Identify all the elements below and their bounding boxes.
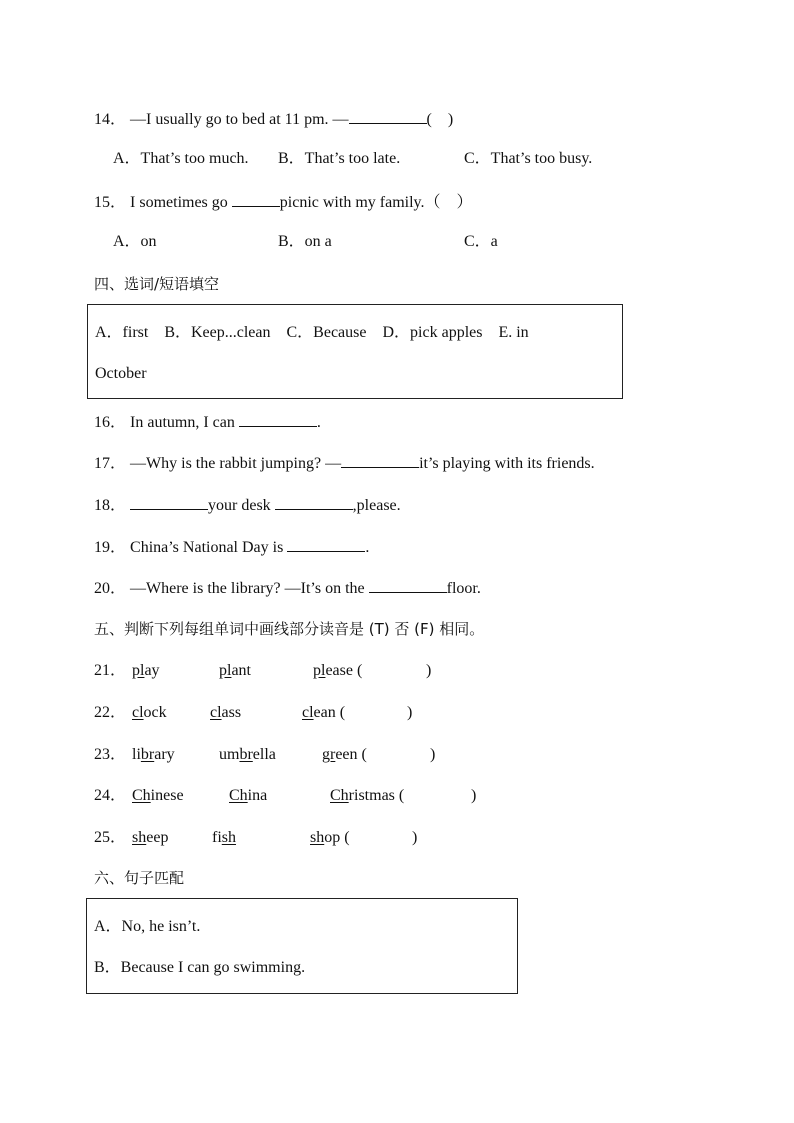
answer-blank[interactable] [349,108,427,124]
underlined-part: br [140,746,155,763]
question-number: 23． [94,746,127,763]
word-rest: eep [146,829,169,846]
word-lead: fi [212,829,222,846]
underlined-part: br [239,746,253,763]
question-number: 22． [94,704,127,721]
word-3 [322,745,367,765]
question-text-rest: it’s playing with its friends. [419,455,595,472]
sentence-option-a: A．No, he isn’t. [94,918,201,935]
question-text: —Where is the library? —It’s on the [130,580,369,597]
word-rest: ella [252,746,276,763]
answer-blank[interactable] [369,577,447,593]
underlined-part: sh [221,829,237,846]
question-text-rest: picnic with my family.（ ） [279,194,473,211]
q15-option-c[interactable]: C．a [464,233,498,250]
word-rest: op ( [324,829,350,846]
word-rest: ock [143,704,167,721]
answer-blank[interactable] [232,191,280,207]
word-1 [132,828,168,848]
question-20 [94,577,481,599]
question-number: 20． [94,580,127,597]
question-text-rest: . [316,414,321,431]
word-rest: inese [150,787,184,804]
underlined-part: cl [210,704,222,721]
word-2 [219,745,276,765]
answer-blank[interactable] [341,452,419,468]
question-text-rest: ,please. [352,497,401,514]
question-19 [94,536,369,558]
underlined-part: Ch [229,787,248,804]
word-rest: ease ( [325,662,363,679]
question-number: 21． [94,662,127,679]
question-number: 17． [94,455,127,472]
word-3 [302,703,345,723]
underlined-part: gr [322,746,336,763]
answer-blank[interactable] [239,411,317,427]
question-text: —I usually go to bed at 11 pm. — [130,111,349,128]
q15-option-b[interactable]: B．on a [278,233,332,250]
word-1 [132,703,167,723]
section-5-title: 五、判断下列每组单词中画线部分读音是 (T) 否 (F) 相同。 [94,620,485,638]
word-rest: ary [154,746,175,763]
question-number: 25． [94,829,127,846]
question-text: In autumn, I can [130,414,239,431]
underlined-part: Ch [132,787,151,804]
word-rest: ant [231,662,251,679]
question-number: 19． [94,539,127,556]
answer-paren[interactable]: ( ) [426,111,454,128]
underlined-part: sh [310,829,325,846]
answer-paren-close[interactable]: ) [426,662,432,679]
word-bank-box [87,304,623,399]
question-text-rest: floor. [446,580,481,597]
question-14 [94,108,453,130]
question-18 [94,494,401,516]
question-number: 14． [94,111,127,128]
underlined-part: sh [132,829,147,846]
question-number: 18． [94,497,127,514]
word-2 [210,703,241,723]
section-4-title: 四、选词/短语填空 [94,275,220,293]
question-text: China’s National Day is [130,539,288,556]
question-text: —Why is the rabbit jumping? — [130,455,342,472]
word-1 [132,745,175,765]
underlined-part: pl [219,662,232,679]
question-text: I sometimes go [130,194,232,211]
word-rest: ean ( [313,704,346,721]
answer-blank-2[interactable] [275,494,353,510]
underlined-part: cl [132,704,144,721]
question-15 [94,191,473,213]
q14-option-a[interactable]: A．That’s too much. [113,150,249,167]
answer-blank[interactable] [287,536,365,552]
word-1 [132,786,184,806]
q14-option-b[interactable]: B．That’s too late. [278,150,401,167]
answer-blank-1[interactable] [130,494,208,510]
underlined-part: Ch [330,787,349,804]
word-2 [219,661,251,681]
question-text: your desk [208,497,275,514]
word-rest: ristmas ( [348,787,405,804]
word-2 [212,828,236,848]
word-lead: um [219,746,240,763]
question-17 [94,452,595,474]
answer-paren-close[interactable]: ) [412,829,418,846]
sentence-option-b: B．Because I can go swimming. [94,959,306,976]
word-3 [313,661,362,681]
word-3 [310,828,350,848]
word-1 [132,661,160,681]
answer-paren-close[interactable]: ) [407,704,413,721]
question-number: 15． [94,194,127,211]
q14-option-c[interactable]: C．That’s too busy. [464,150,593,167]
word-lead: li [132,746,141,763]
underlined-part: pl [313,662,326,679]
word-rest: ina [247,787,268,804]
question-16 [94,411,321,433]
word-rest: ay [144,662,160,679]
word-rest: een ( [335,746,367,763]
sentence-options-box [86,898,518,994]
word-2 [229,786,267,806]
word-rest: ass [221,704,242,721]
word-bank-line-1: A．first B．Keep...clean C．Because D．pick apples E. in [95,324,529,341]
question-text-rest: . [365,539,370,556]
underlined-part: pl [132,662,145,679]
question-number: 24． [94,787,127,804]
answer-paren-close[interactable]: ) [471,787,477,804]
word-3 [330,786,404,806]
word-bank-line-2: October [95,365,147,382]
underlined-part: cl [302,704,314,721]
answer-paren-close[interactable]: ) [430,746,436,763]
section-6-title: 六、句子匹配 [94,869,185,887]
question-number: 16． [94,414,127,431]
q15-option-a[interactable]: A．on [113,233,157,250]
